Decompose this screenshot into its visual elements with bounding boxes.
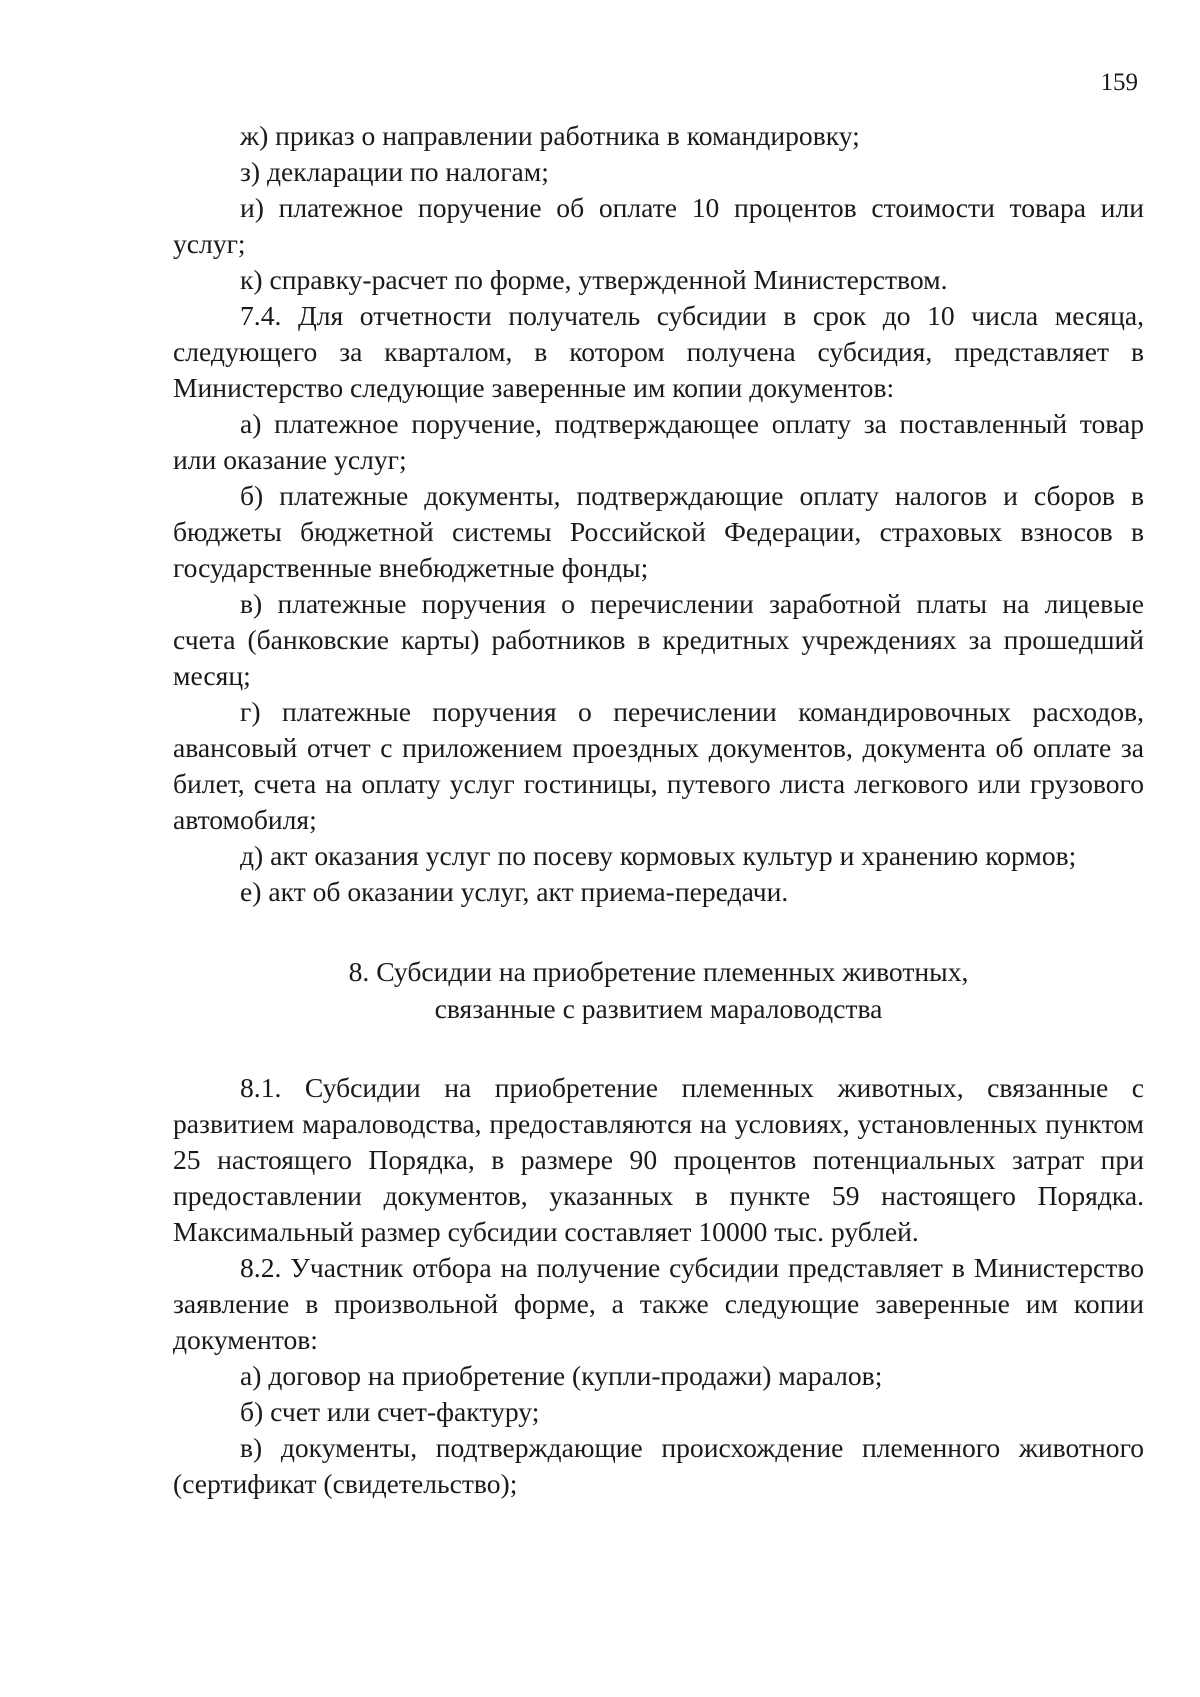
paragraph-8-1: 8.1. Субсидии на приобретение племенных животных, связанные с развитием мараловодства, предоставляются на условиях, установленных пунктом 25 настоящего Порядка, в размере 90 процентов потенциальных затрат при предоставлении документов, указанных в пункте 59 настоящего Порядка. Максимальный размер субсидии составляет 10000 тыс. рублей. — [173, 1072, 1144, 1247]
paragraph-7-4-v: в) платежные поручения о перечислении заработной платы на лицевые счета (банковские карты) работников в кредитных учреждениях за прошедший месяц; — [173, 588, 1144, 691]
paragraph-k: к) справку-расчет по форме, утвержденной Министерством. — [240, 264, 948, 295]
paragraph-z: з) декларации по налогам; — [240, 156, 549, 187]
section-heading-line-1: 8. Субсидии на приобретение племенных животных, — [348, 956, 969, 987]
paragraph-8-2-b: б) счет или счет-фактуру; — [240, 1396, 540, 1427]
page-number: 159 — [1100, 69, 1138, 96]
paragraph-7-4-a: а) платежное поручение, подтверждающее оплату за поставленный товар или оказание услуг; — [173, 408, 1144, 475]
paragraph-7-4-d: д) акт оказания услуг по посеву кормовых культур и хранению кормов; — [240, 840, 1077, 871]
paragraph-i: и) платежное поручение об оплате 10 процентов стоимости товара или услуг; — [173, 192, 1144, 259]
paragraph-7-4: 7.4. Для отчетности получатель субсидии в срок до 10 числа месяца, следующего за кварталом, в котором получена субсидия, представляет в Министерство следующие заверенные им копии документов: — [173, 300, 1144, 403]
document-body — [173, 118, 1144, 1502]
paragraph-zh: ж) приказ о направлении работника в командировку; — [240, 120, 860, 151]
paragraph-7-4-g: г) платежные поручения о перечислении командировочных расходов, авансовый отчет с приложением проездных документов, документа об оплате за билет, счета на оплату услуг гостиницы, путевого листа легкового или грузового автомобиля; — [173, 696, 1144, 835]
section-heading — [173, 953, 1144, 1027]
paragraph-7-4-e: е) акт об оказании услуг, акт приема-передачи. — [240, 876, 789, 907]
section-heading-line-2: связанные с развитием мараловодства — [434, 993, 883, 1024]
paragraph-8-2-v: в) документы, подтверждающие происхождение племенного животного (сертификат (свидетельство); — [173, 1432, 1144, 1499]
paragraph-7-4-b: б) платежные документы, подтверждающие оплату налогов и сборов в бюджеты бюджетной системы Российской Федерации, страховых взносов в государственные внебюджетные фонды; — [173, 480, 1144, 583]
paragraph-8-2: 8.2. Участник отбора на получение субсидии представляет в Министерство заявление в произвольной форме, а также следующие заверенные им копии документов: — [173, 1252, 1144, 1355]
paragraph-8-2-a: а) договор на приобретение (купли-продажи) маралов; — [240, 1360, 883, 1391]
